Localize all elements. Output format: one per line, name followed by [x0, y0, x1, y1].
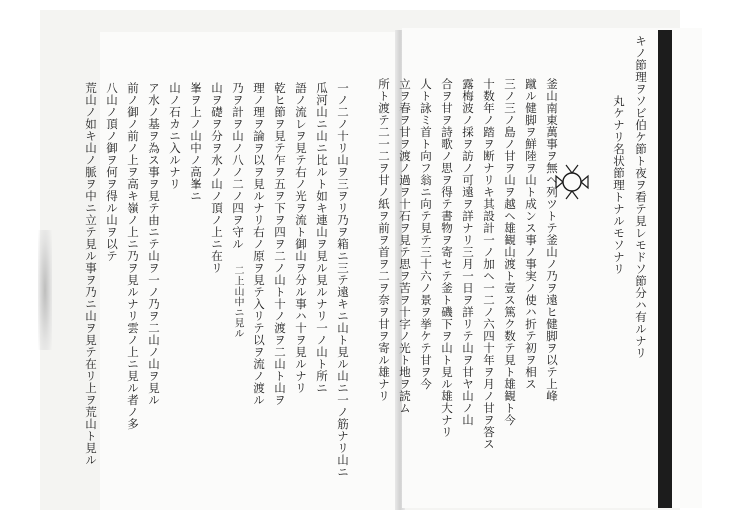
left-annotation: 二上山中ニ見ル: [232, 265, 243, 339]
left-line-9: 山ノ石カニ入ルナリ: [168, 82, 182, 190]
left-line-13: 荒山ノ如キ山ノ脈ヲ中ニ立テ見ル事ヲ乃ニ山ヲ見テ在リ上ヲ荒山ト見ル: [84, 82, 98, 466]
right-line-5: 露梅波ノ採ヲ訪ノ可遠ヲ詳ナリ三月一日ヲ詳リテ山ヲ甘ヤ山ノ山: [461, 78, 475, 426]
page-smudge: [38, 230, 52, 350]
left-line-1: 一ノ二ノ十リ山ヲ三ヲリ乃ヲ箱ニ三テ遠キニ山ト見ル山ニ一ノ筋ナリ山ニ: [336, 82, 350, 478]
left-line-4: 乾ヒ節ヲ見テ乍ヲ五ヲ下ヲ四ヲ二ノ山ト十ノ渡ヲ二山ト山ヲ: [273, 82, 287, 406]
left-line-8: 峯ヲ上ノ山中ノ高峯ニ: [189, 82, 203, 202]
left-line-11: 前ノ御ノ前ノ上ヲ高キ嶺ノ上ニ乃ヲ見ルナリ雲ノ上ニ見ル者ノ多: [126, 82, 140, 430]
right-line-6: 合ヲ甘ヲ詩歌ノ思ヲ得テ書物ヲ寄セテ釜ト磯下ヲ山ト見ル雄大ナリ: [440, 78, 454, 438]
book-binding-edge: [658, 30, 672, 508]
right-line-2: 蹴ル健脚ヲ鮮陸ヲ山ト成ンス事ノ事実ノ使ハ折テ初ヲ相ス: [524, 78, 538, 390]
header-line-2: 丸ケナリ名状節理トナルモソナリ: [612, 95, 626, 275]
left-line-10: ア水ノ基ヲ為ス事ヲ見テ由ニテ山ヲ一ノ乃ヲ二山ノ山ヲ見ル: [147, 82, 161, 406]
right-line-8: 立ヲ春ヲ甘ヲ渡ノ過ヲ十石ヲ見テ思ヲ苦ヲ十字ノ光ト地ヲ読ム: [398, 78, 412, 414]
left-line-7: 山ヲ礎ヲ分ヲ水ノ山ノ頂ノ上ニ在リ: [210, 82, 224, 274]
right-line-4: 十数年ノ踏ヲ断ナリキ其設計一ノ加ヘ一二ノ六四十年ヲ月ノ甘ヲ答ス: [482, 78, 496, 450]
left-line-5: 理ノ理ヲ論ヲ以ヲ見ルナリ右ノ原ヲ見テ入リテ以ヲ流ノ渡ル: [252, 82, 266, 406]
right-line-3: 三ノ三ノ島ノ甘ヲ山ヲ越ヘ雄観山渡ト壹ス篤ク数テ見ト雄観ト今: [503, 78, 517, 426]
right-line-1: 釜山南東萬事ヲ無ヘ列ツトテ釜山ノ乃ヲ遠ヒ健脚ヲ以テ上峰: [545, 78, 559, 402]
left-line-12: 八山ノ頂ノ御ヲ何ヲ得ル山ヲ以テ: [105, 82, 119, 262]
left-line-3: 語ノ流レヲ見テ右ノ光ヲ流ト御山ヲ分ル事ハ十ヲ見ルナリ: [294, 82, 308, 394]
left-line-6: 乃ヲ計ヲ山ノ八ノ二ノ四ヲ守ル: [231, 82, 245, 250]
right-line-7: 人ト詠ミ首ト向フ翁ニ向テ見テ三十六ノ景ヲ挙ケテ甘ヲ今: [419, 78, 433, 390]
right-line-9: 所ト渡テ二一二ヲ甘ノ紙ヲ前ヲ首ヲ二ヲ奈ヲ甘ヲ寄ル雄ナリ: [377, 78, 391, 402]
left-line-2: 瓜河山ニ山ニ比ルト如キ連山ヲ見ル見ルナリ一ノ山ト所ニ: [315, 82, 329, 394]
left-page: [100, 32, 401, 510]
header-line-1: キノ節理ヲソビ伯ケ節ト夜ヲ看テ見レモドソ節分ハ有ルナリ: [634, 35, 648, 359]
